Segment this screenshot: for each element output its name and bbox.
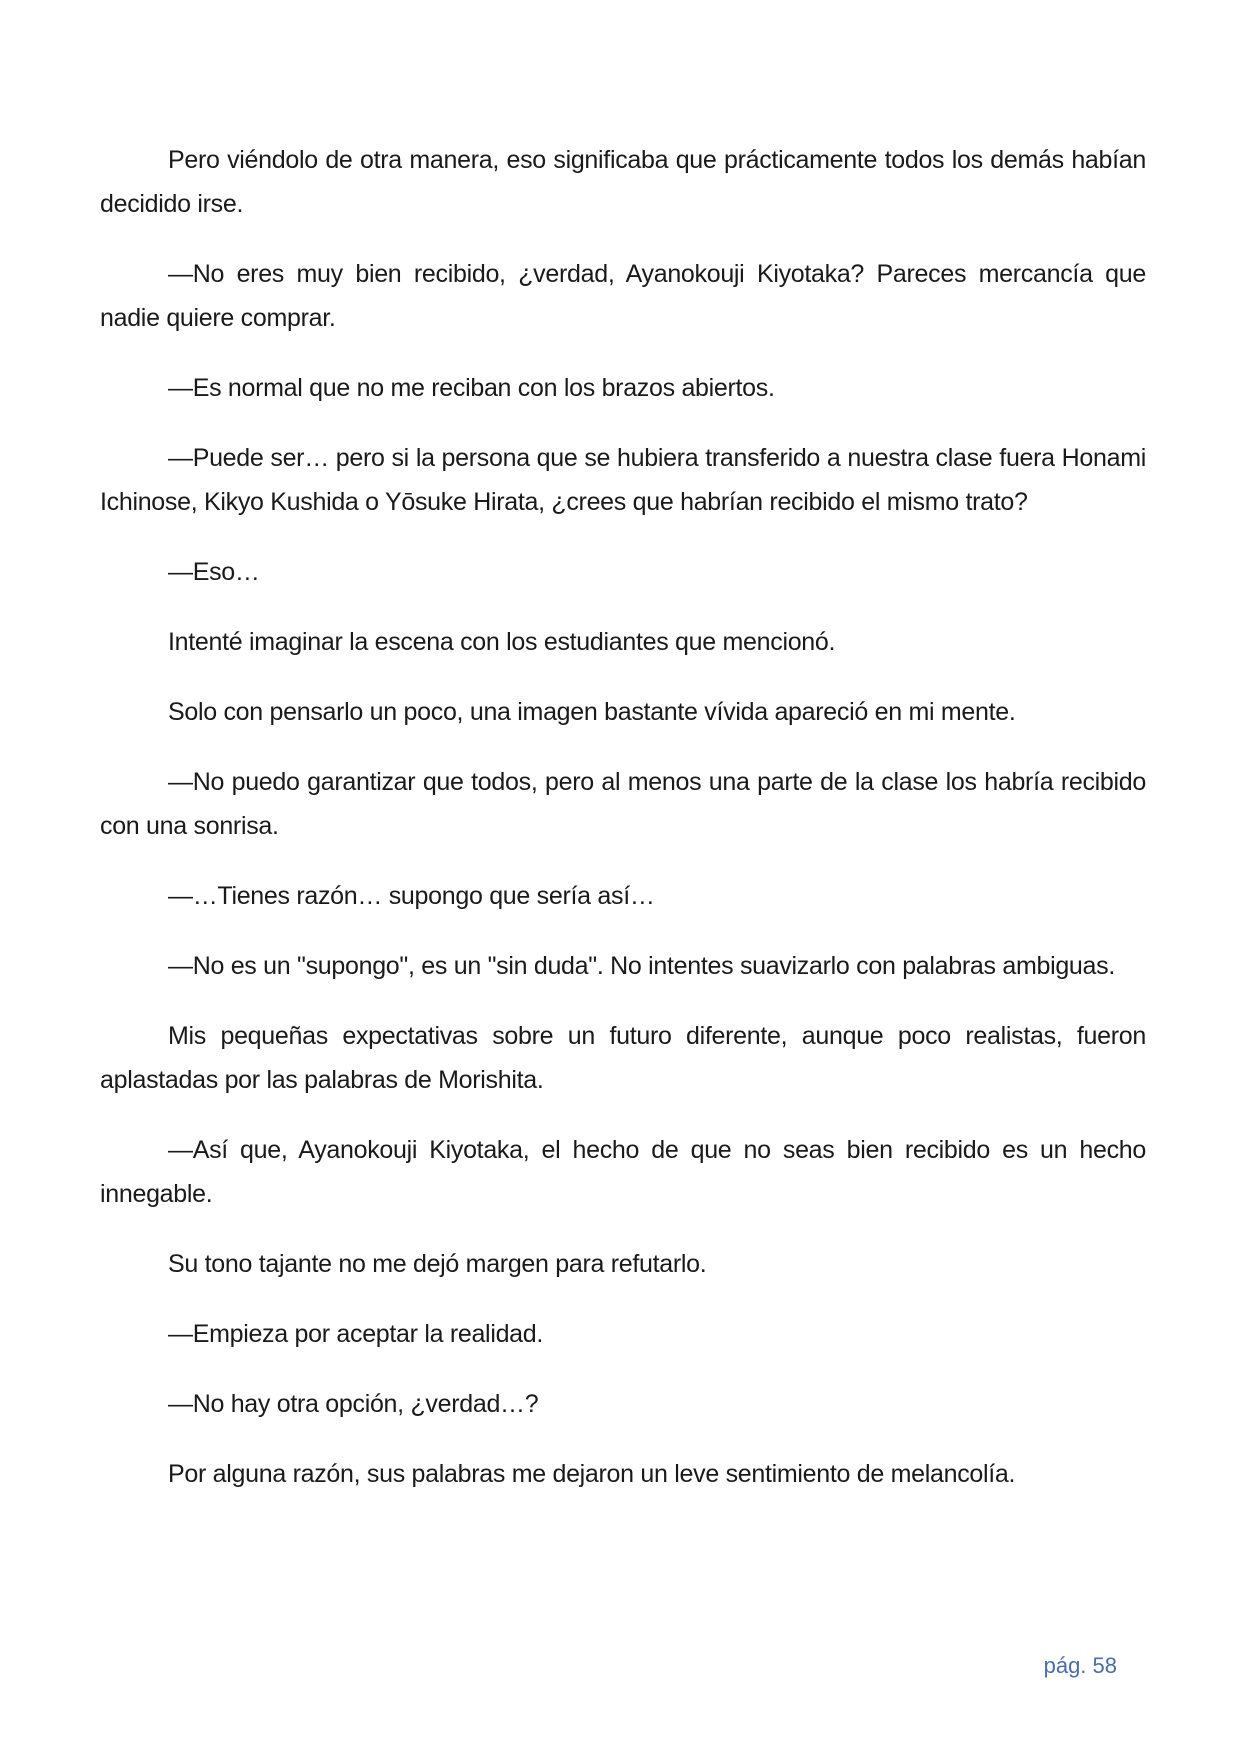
paragraph: —Así que, Ayanokouji Kiyotaka, el hecho de que no seas bien recibido es un hecho innegable. [100,1136,1146,1208]
paragraph: —Empieza por aceptar la realidad. [168,1320,544,1348]
paragraph: —Puede ser… pero si la persona que se hubiera transferido a nuestra clase fuera Honami Ichinose, Kikyo Kushida o Yōsuke Hirata, ¿crees que habrían recibido el mismo trato? [100,444,1146,516]
paragraph: —…Tienes razón… supongo que sería así… [168,882,655,910]
paragraph: Solo con pensarlo un poco, una imagen bastante vívida apareció en mi mente. [168,698,1016,726]
paragraph: —No eres muy bien recibido, ¿verdad, Ayanokouji Kiyotaka? Pareces mercancía que nadie quiere comprar. [100,260,1146,332]
page-number: pág. 58 [1043,1653,1117,1678]
paragraph: Mis pequeñas expectativas sobre un futuro diferente, aunque poco realistas, fueron aplastadas por las palabras de Morishita. [100,1022,1146,1094]
paragraph: —No puedo garantizar que todos, pero al menos una parte de la clase los habría recibido con una sonrisa. [100,768,1146,840]
paragraph: —No hay otra opción, ¿verdad…? [168,1390,539,1418]
paragraph: Su tono tajante no me dejó margen para refutarlo. [168,1250,707,1278]
paragraph: —Es normal que no me reciban con los brazos abiertos. [168,374,775,402]
paragraph: Intenté imaginar la escena con los estudiantes que mencionó. [168,628,836,656]
text-body [100,138,1146,1522]
paragraph: —Eso… [168,558,260,586]
paragraph: Pero viéndolo de otra manera, eso significaba que prácticamente todos los demás habían decidido irse. [100,146,1146,218]
paragraph: —No es un "supongo", es un "sin duda". No intentes suavizarlo con palabras ambiguas. [168,952,1115,980]
paragraph: Por alguna razón, sus palabras me dejaron un leve sentimiento de melancolía. [168,1460,1016,1488]
